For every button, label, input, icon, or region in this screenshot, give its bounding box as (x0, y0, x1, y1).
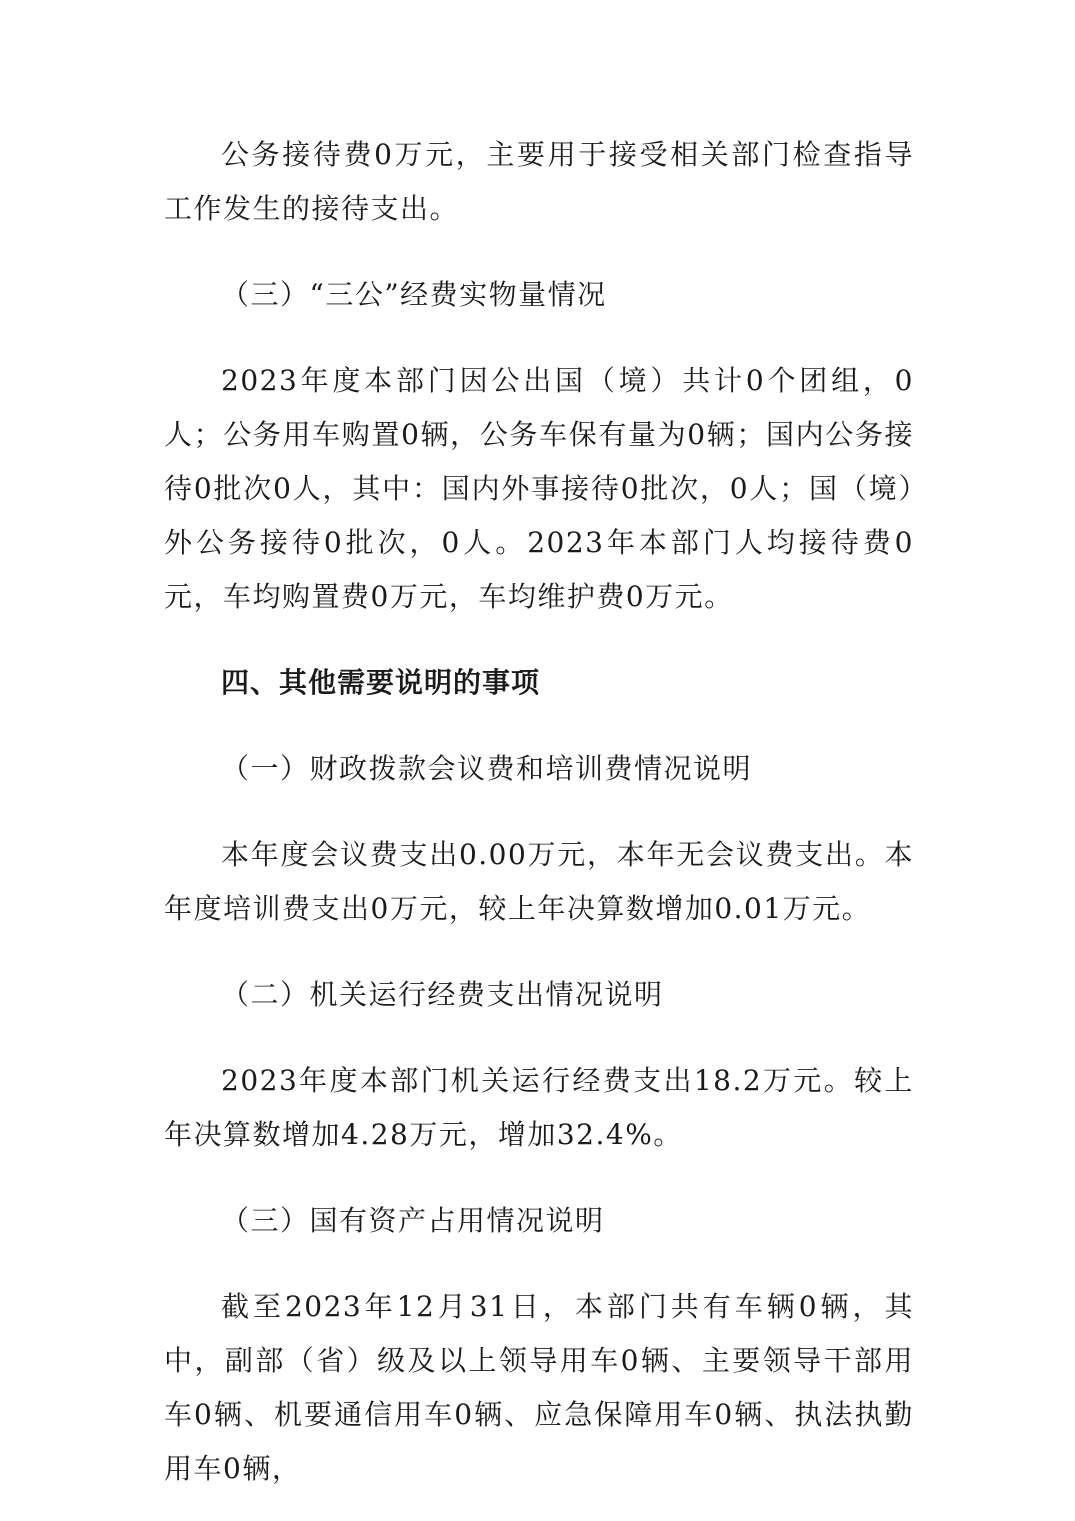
state-assets-paragraph: 截至2023年12月31日，本部门共有车辆0辆，其中，副部（省）级及以上领导用车0辆、主要领导干部用车0辆、机要通信用车0辆、应急保障用车0辆、执法执勤用车0辆， (164, 1290, 914, 1485)
sangong-quantity-heading: （三）“三公”经费实物量情况 (221, 278, 607, 311)
meeting-training-paragraph: 本年度会议费支出0.00万元，本年无会议费支出。本年度培训费支出0万元，较上年决算数增加0.01万元。 (164, 838, 914, 925)
reception-fee-paragraph: 公务接待费0万元，主要用于接受相关部门检查指导工作发生的接待支出。 (164, 138, 914, 225)
operation-expense-heading: （二）机关运行经费支出情况说明 (221, 978, 664, 1011)
document-page (164, 128, 914, 1496)
state-assets-heading: （三）国有资产占用情况说明 (221, 1204, 605, 1237)
meeting-training-heading: （一）财政拨款会议费和培训费情况说明 (221, 752, 753, 785)
sangong-quantity-paragraph: 2023年度本部门因公出国（境）共计0个团组，0人；公务用车购置0辆，公务车保有量为0辆；国内公务接待0批次0人，其中：国内外事接待0批次，0人；国（境）外公务接待0批次，0人。2023年本部门人均接待费0元，车均购置费0万元，车均维护费0万元。 (164, 364, 914, 613)
section-four-heading: 四、其他需要说明的事项 (221, 666, 541, 699)
operation-expense-paragraph: 2023年度本部门机关运行经费支出18.2万元。较上年决算数增加4.28万元，增加32.4%。 (164, 1064, 914, 1151)
